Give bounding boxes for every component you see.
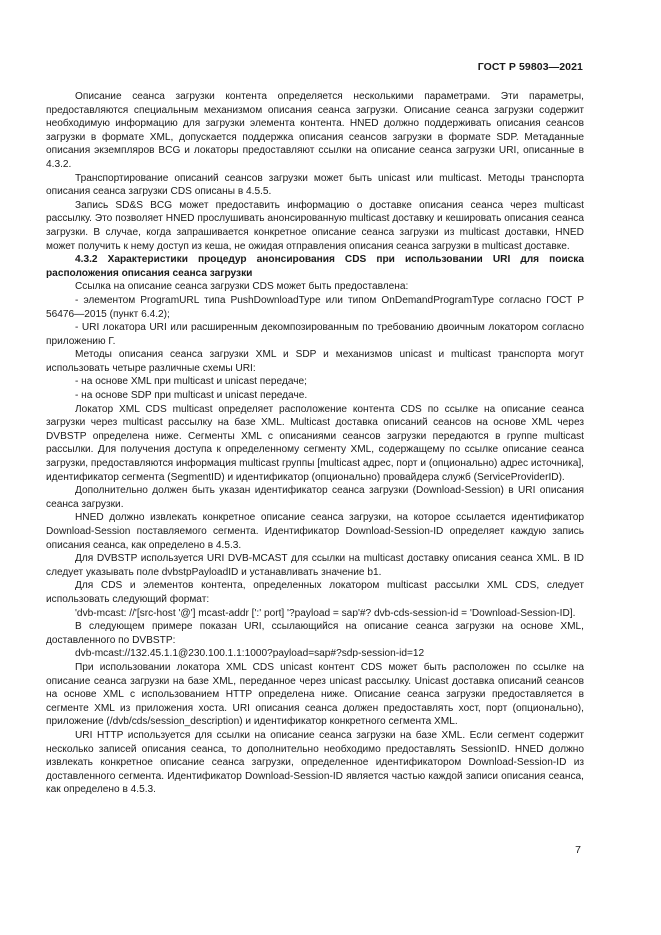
paragraph: Описание сеанса загрузки контента определяется несколькими параметрами. Эти параметры, предоставляются специальным механизмом описания сеанса загрузки. Описание сеанса загрузки содержит необходимую информацию для загрузки элемента контента. HNED должно поддерживать описания сеансов загрузки в формате XML, допускается поддержка описания сеансов загрузки в формате SDP. Метаданные описания экземпляров BCG и локаторы предоставляют ссылки на описание сеанса загрузки URI, описанные в 4.3.2.: [46, 91, 584, 170]
paragraph: Для CDS и элементов контента, определенных локатором multicast рассылки XML CDS, следует использовать следующий формат:: [46, 580, 584, 605]
paragraph: При использовании локатора XML CDS unicast контент CDS может быть расположен по ссылке на описание сеанса загрузки на базе XML, переданное через unicast рассылку. Unicast доставка описаний сеансов на основе XML с использованием HTTP определена ниже. Описание сеанса загрузки предоставляется в сегменте XML из приложения хоста. URI описания сеанса должен предоставлять хост, порт (опционально), приложение (/dvb/cds/session_description) и идентификатор конкретного сегмента XML.: [46, 661, 584, 728]
paragraph: Дополнительно должен быть указан идентификатор сеанса загрузки (Download-Session) в URI описания сеанса загрузки.: [46, 485, 584, 510]
example-uri: dvb-mcast://132.45.1.1@230.100.1.1:1000?payload=sap#?sdp-session-id=12: [75, 648, 425, 660]
paragraph: HNED должно извлекать конкретное описание сеанса загрузки, на которое ссылается идентификатор Download-Session поставляемого сегмента. Идентификатор Download-Session-ID определяет каждую запись описания сеанса, как определено в 4.5.3.: [46, 512, 584, 551]
list-item: - на основе XML при multicast и unicast передаче;: [75, 376, 307, 388]
paragraph: Ссылка на описание сеанса загрузки CDS может быть предоставлена:: [75, 281, 409, 293]
paragraph: Для DVBSTP используется URI DVB-MCAST для ссылки на multicast доставку описания сеанса XML. В ID следует указывать поле dvbstpPayloadID и устанавливать значение b1.: [46, 553, 584, 578]
document-body: [46, 90, 584, 797]
list-item: - элементом ProgramURL типа PushDownloadType или типом OnDemandProgramType согласно ГОСТ Р 56476—2015 (пункт 6.4.2);: [46, 294, 584, 320]
list-item: - URI локатора URI или расширенным декомпозированным по требованию двоичным локатором согласно приложению Г.: [46, 322, 584, 347]
list-item: - на основе SDP при multicast и unicast передаче.: [75, 390, 308, 402]
page-number: 7: [575, 844, 581, 856]
paragraph: Локатор XML CDS multicast определяет расположение контента CDS по ссылке на описание сеанса загрузки через multicast рассылку на базе XML. Multicast доставка описаний сеансов на основе XML через DVBSTP определена ниже. Сегменты XML с описаниями сеансов загрузки передаются в группе multicast рассылки. Для получения доступа к определенному сегменту XML, содержащему по ссылке описание сеанса загрузки, предоставляются информация multicast группы [multicast адрес, порт и (опционально) адрес источника], идентификатор сегмента (SegmentID) и идентификатор (опционально) провайдера служб (ServiceProviderID).: [46, 403, 584, 483]
format-string: 'dvb-mcast: //'[src-host '@'] mcast-addr [':' port] '?payload = sap'#? dvb-cds-session-id = 'Download-Session-ID].: [75, 607, 576, 619]
paragraph: Запись SD&S BCG может предоставить информацию о доставке описания сеанса через multicast рассылку. Это позволяет HNED прослушивать анонсированную multicast доставку и кешировать описания сеанса загрузки. В случае, когда запрашивается конкретное описание сеанса загрузки из multicast доставки, HNED может получить к нему доступ из кеша, не ожидая отправления описания сеанса загрузки в multicast доставке.: [46, 199, 584, 252]
section-heading: 4.3.2 Характеристики процедур анонсирования CDS при использовании URI для поиска расположения описания сеанса загрузки: [46, 254, 584, 279]
paragraph: URI HTTP используется для ссылки на описание сеанса загрузки на базе XML. Если сегмент содержит несколько записей описания сеанса, то дополнительно необходимо предоставлять SessionID. HNED должно извлекать конкретное описание сеанса загрузки, определенное идентификатором Download-Session-ID из доставленного сегмента. Идентификатор Download-Session-ID является частью каждой записи описания сеанса, как определено в 4.5.3.: [46, 729, 584, 796]
paragraph: Транспортирование описаний сеансов загрузки может быть unicast или multicast. Методы транспорта описания сеанса загрузки CDS описаны в 4.5.5.: [46, 172, 584, 198]
standard-header: ГОСТ Р 59803—2021: [477, 61, 583, 73]
paragraph: В следующем примере показан URI, ссылающийся на описание сеанса загрузки на основе XML, доставленного по DVBSTP:: [46, 621, 584, 646]
paragraph: Методы описания сеанса загрузки XML и SDP и механизмов unicast и multicast транспорта могут использовать четыре различные схемы URI:: [46, 349, 584, 374]
